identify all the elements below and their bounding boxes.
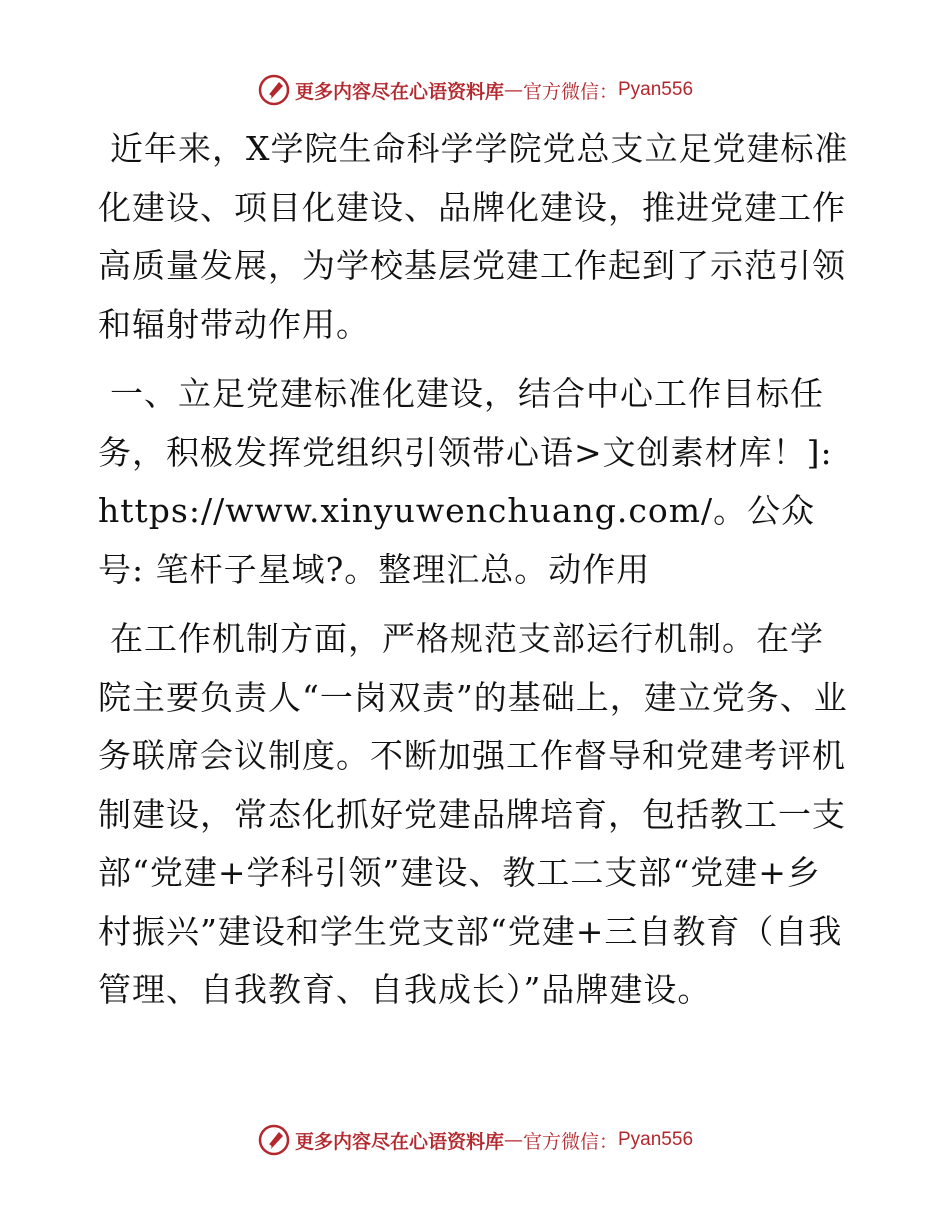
watermark-wechat-id: Pyan556: [618, 79, 694, 100]
watermark-wechat-label: 官方微信：: [522, 80, 618, 103]
document-body: [98, 120, 853, 1020]
paragraph-work-mechanism: 在工作机制方面，严格规范支部运行机制。在学院主要负责人“一岗双责”的基础上，建立党务、业务联席会议制度。不断加强工作督导和党建考评机制建设，常态化抓好党建品牌培育，包括教工一支部“党建+学科引领”建设、教工二支部“党建+乡村振兴”建设和学生党支部“党建+三自教育（自我管理、自我教育、自我成长）”品牌建设。: [98, 619, 848, 1009]
watermark-wechat-id: Pyan556: [618, 1129, 694, 1150]
watermark-wechat-label: 官方微信：: [522, 1130, 618, 1153]
watermark-main-text: 更多内容尽在心语资料库: [294, 80, 504, 103]
header-watermark: [0, 70, 950, 110]
footer-watermark: [0, 1120, 950, 1160]
watermark-separator: —: [503, 79, 523, 101]
pen-nib-logo-icon: [257, 1123, 291, 1157]
paragraph-section-one-heading: 一、立足党建标准化建设，结合中心工作目标任务，积极发挥党组织引领带心语>文创素材库！]: https://www.xinyuwenchuang.com/。公众号: 笔杆子星域?。整理汇总。动作用: [98, 374, 833, 589]
watermark-main-text: 更多内容尽在心语资料库: [294, 1130, 504, 1153]
watermark-separator: —: [503, 1129, 523, 1151]
paragraph-intro: 近年来，X学院生命科学学院党总支立足党建标准化建设、项目化建设、品牌化建设，推进党建工作高质量发展，为学校基层党建工作起到了示范引领和辐射带动作用。: [98, 129, 849, 344]
pen-nib-logo-icon: [257, 73, 291, 107]
